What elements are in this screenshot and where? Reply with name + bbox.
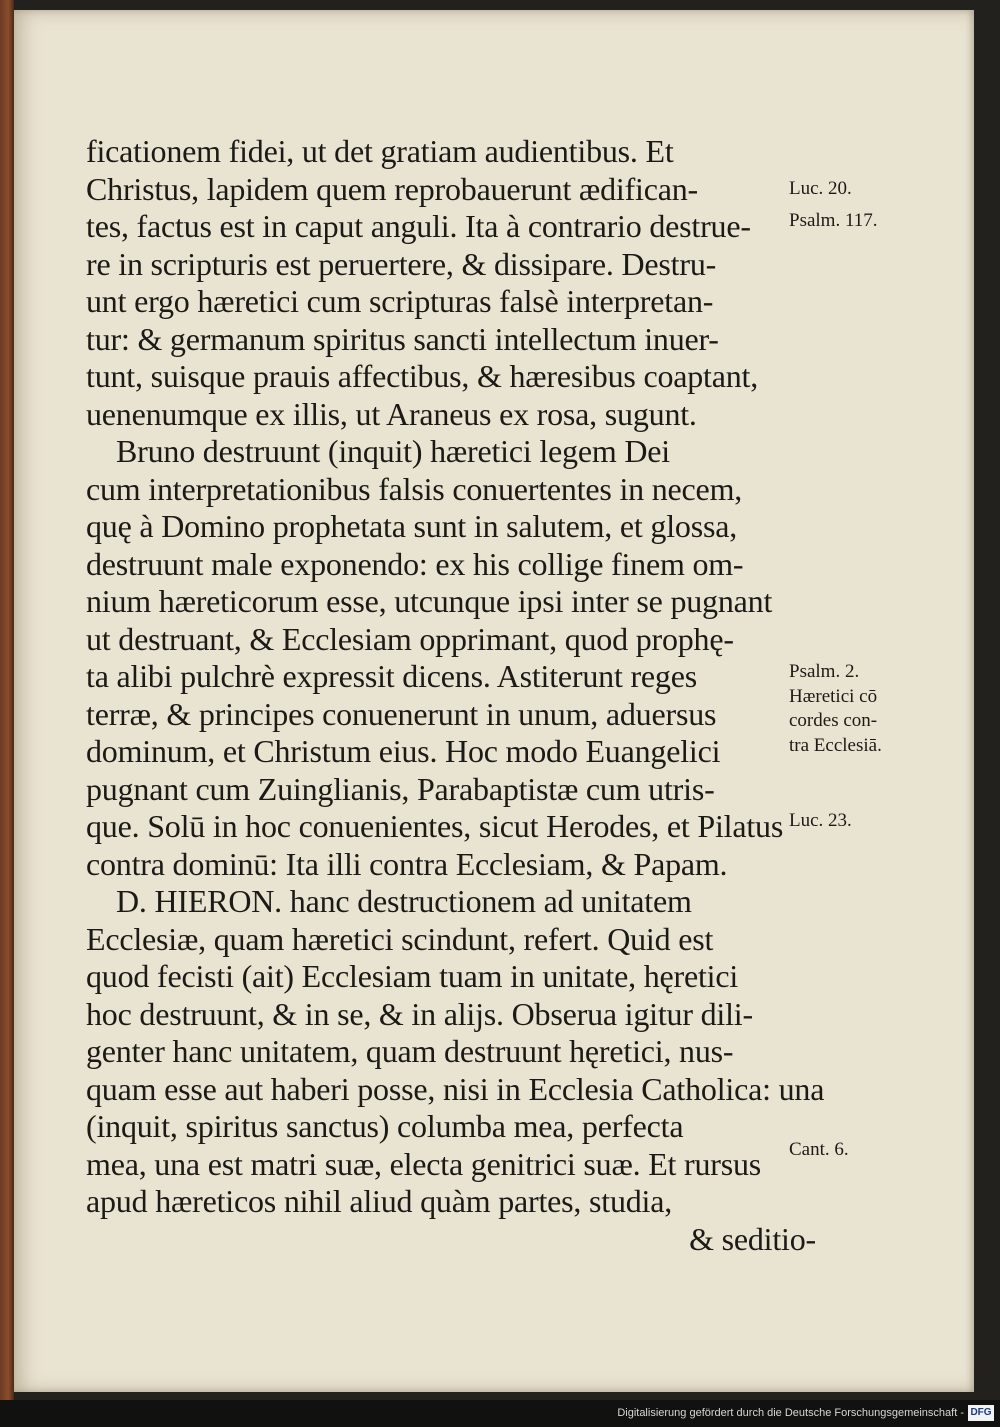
text-line: genter hanc unitatem, quam destruunt hęretici, nus- [86,1033,734,1069]
text-line: tur: & germanum spiritus sancti intellectum inuer- [86,320,719,357]
dfg-logo: DFG [968,1405,994,1421]
text-line: dominum, et Christum eius. Hoc modo Euangelici [86,733,721,769]
margin-note: cordes con- [789,710,878,731]
text-line: ta alibi pulchrè expressit dicens. Astiterunt reges [86,658,697,694]
text-line: contra dominū: Ita illi contra Ecclesiam, & Papam. [86,845,728,882]
text-line: hoc destruunt, & in se, & in alijs. Obserua igitur dili- [86,995,753,1032]
text-line: unt ergo hæretici cum scripturas falsè interpretan- [86,283,714,319]
text-line: tunt, suisque prauis affectibus, & hæresibus coaptant, [86,358,759,394]
text-line: quę à Domino prophetata sunt in salutem, et glossa, [86,508,738,544]
margin-note: Hæretici cō [789,686,878,707]
footer-bar [0,1400,1000,1427]
margin-note: Psalm. 117. [789,210,878,231]
text-line: destruunt male exponendo: ex his collige finem om- [86,545,744,582]
margin-note: Luc. 20. [789,178,852,199]
text-line: Bruno destruunt (inquit) hæretici legem Dei [116,433,670,469]
text-line: ut destruant, & Ecclesiam opprimant, quod prophę- [86,620,734,657]
text-line: nium hæreticorum esse, utcunque ipsi inter se pugnant [86,583,773,619]
text-line: quod fecisti (ait) Ecclesiam tuam in unitate, hęretici [86,958,739,994]
text-line: uenenumque ex illis, ut Araneus ex rosa, sugunt. [86,395,697,432]
footer-credit: Digitalisierung gefördert durch die Deutsche Forschungsgemeinschaft - [617,1407,964,1419]
text-line: terræ, & principes conuenerunt in unum, aduersus [86,695,717,732]
text-line: cum interpretationibus falsis conuertentes in necem, [86,470,743,507]
text-line: apud hæreticos nihil aliud quàm partes, studia, [86,1183,673,1219]
text-line: Ecclesiæ, quam hæretici scindunt, refert. Quid est [86,920,714,957]
text-line: que. Solū in hoc conuenientes, sicut Herodes, et Pilatus [86,808,784,844]
margin-notes [789,10,969,1310]
catchword: & seditio- [689,1220,816,1257]
margin-note: Cant. 6. [789,1139,849,1160]
text-line: (inquit, spiritus sanctus) columba mea, perfecta [86,1108,684,1144]
margin-note: Psalm. 2. [789,661,860,682]
text-line: ficationem fidei, ut det gratiam audientibus. Et [86,133,674,169]
text-line: pugnant cum Zuinglianis, Parabaptistæ cum utris- [86,770,715,807]
text-line: re in scripturis est peruertere, & dissipare. Destru- [86,245,717,282]
text-line: quam esse aut haberi posse, nisi in Ecclesia Catholica: una [86,1070,825,1107]
text-line: mea, una est matri suæ, electa genitrici suæ. Et rursus [86,1145,762,1182]
margin-note: Luc. 23. [789,810,852,831]
text-line: Christus, lapidem quem reprobauerunt ædifican- [86,170,698,207]
book-spine-edge [0,0,14,1400]
text-line: tes, factus est in caput anguli. Ita à contrario destrue- [86,208,751,244]
book-page [14,10,974,1392]
text-line: D. HIERON. hanc destructionem ad unitatem [116,883,692,919]
margin-note: tra Ecclesiā. [789,735,882,756]
